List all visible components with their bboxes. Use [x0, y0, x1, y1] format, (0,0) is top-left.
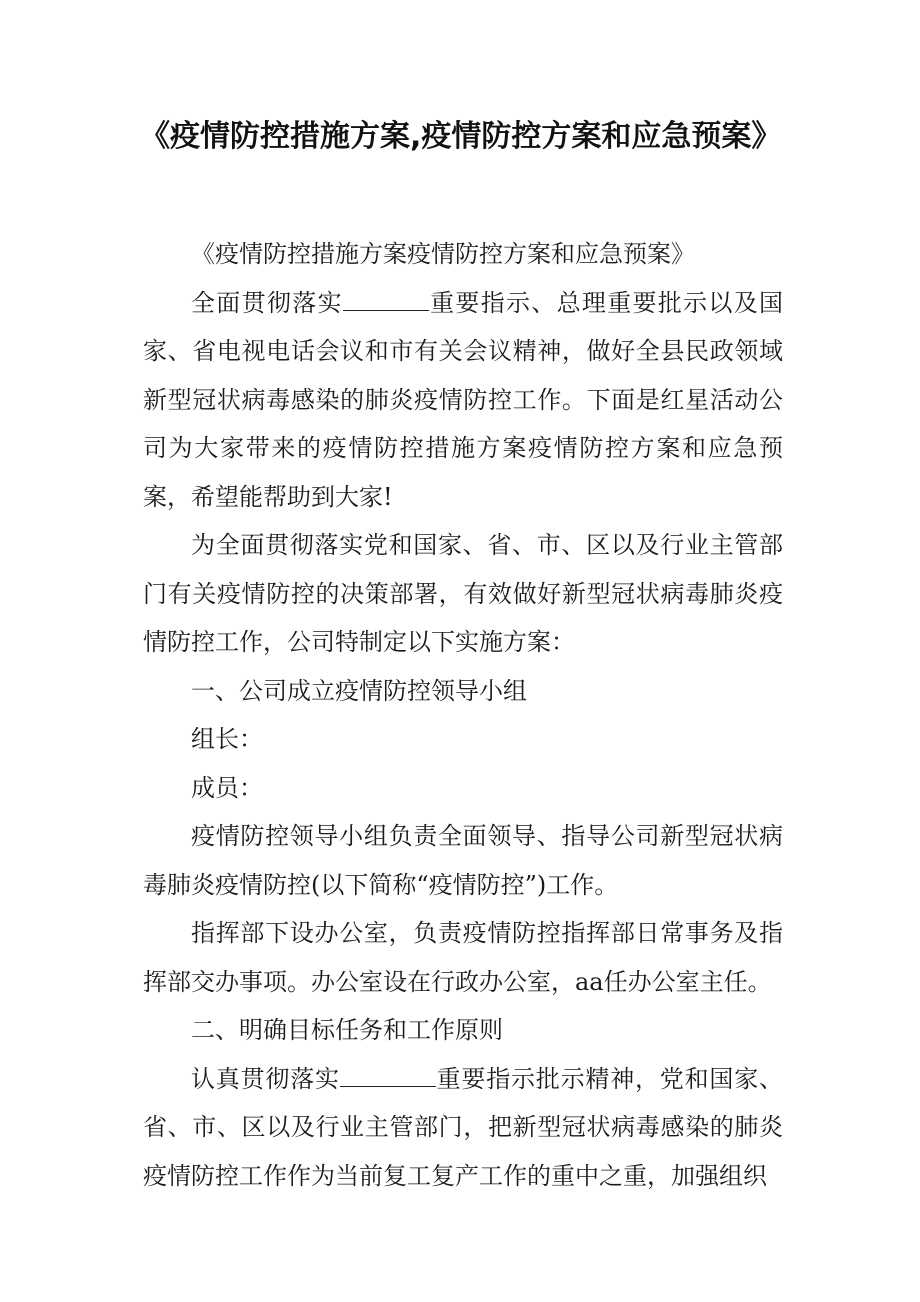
- intro-paragraph: [143, 279, 783, 522]
- group-duty-paragraph: 疫情防控领导小组负责全面领导、指导公司新型冠状病毒肺炎疫情防控(以下简称“疫情防控”)工作。: [143, 822, 783, 899]
- intro-text-end: 重要指示、总理重要批示以及国家、省电视电话会议和市有关会议精神，做好全县民政领域新型冠状病毒感染的肺炎疫情防控工作。下面是红星活动公司为大家带来的疫情防控措施方案疫情防控方案和应急预案，希望能帮助到大家!: [143, 288, 784, 511]
- office-paragraph: 指挥部下设办公室，负责疫情防控指挥部日常事务及指挥部交办事项。办公室设在行政办公室，aa任办公室主任。: [143, 919, 783, 996]
- fill-in-blank: [343, 284, 429, 310]
- subtitle-paragraph: 《疫情防控措施方案疫情防控方案和应急预案》: [191, 240, 695, 268]
- group-members-line: 成员：: [191, 773, 263, 802]
- implementation-text-start: 认真贯彻落实: [191, 1064, 340, 1093]
- implementation-paragraph: [143, 1055, 783, 1201]
- document-title: 《疫情防控措施方案,疫情防控方案和应急预案》: [140, 119, 782, 154]
- intro-text-start: 全面贯彻落实: [191, 288, 343, 317]
- section-heading-1: 一、公司成立疫情防控领导小组: [191, 676, 527, 705]
- fill-in-blank: [340, 1060, 436, 1086]
- plan-purpose-paragraph: 为全面贯彻落实党和国家、省、市、区以及行业主管部门有关疫情防控的决策部署，有效做好新型冠状病毒肺炎疫情防控工作，公司特制定以下实施方案：: [143, 531, 783, 656]
- group-leader-line: 组长：: [191, 725, 263, 753]
- document-body: [143, 230, 783, 1200]
- implementation-text-end: 重要指示批示精神，党和国家、省、市、区以及行业主管部门，把新型冠状病毒感染的肺炎疫情防控工作作为当前复工复产工作的重中之重，加强组织: [143, 1064, 784, 1190]
- section-heading-2: 二、明确目标任务和工作原则: [191, 1016, 503, 1044]
